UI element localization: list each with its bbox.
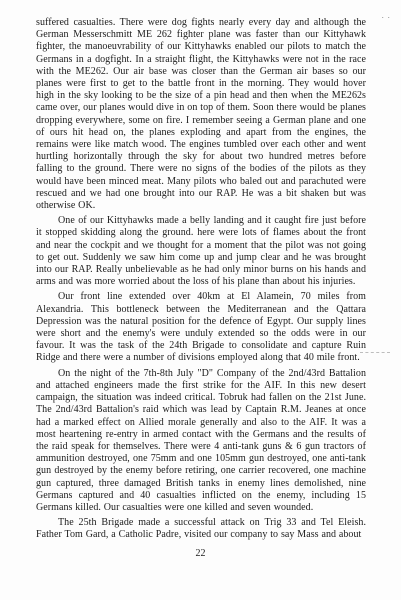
page-number: 22 — [195, 548, 206, 559]
paragraph-2: One of our Kittyhawks made a belly landing and it caught fire just before it stopped skidding along the ground. here were lots of flames about the front and near the cockpit and we thought for a moment that the pilot was not going to get out. Suddenly we saw him come up and jump clear and he was brought into our RAP. Really unbelievable as he had only minor burns on his hands and arms and was more worried about the loss of his plane than about his injuries. — [36, 215, 366, 288]
paragraph-5: The 25th Brigade made a successful attack on Trig 33 and Tel Eleish. Father Tom Gard, a Catholic Padre, visited our company to say Mass and about — [36, 517, 366, 541]
paragraph-1: suffered casualties. There were dog fights nearly every day and although the German Messerschmitt ME 262 fighter plane was faster than our Kittyhawk fighter, the manoeuvrability of our Kittyhawks enabled our pilots to match the Germans in a dogfight. In a straight flight, the Kittyhawks were not in the race with the ME262. Our air base was closer than the German air bases so our planes were first to get to the battle front in the morning. They would hover high in the sky looking to be the size of a pin head and then when the ME262s came over, our planes would dive in on top of them. Soon there would be planes dropping everywhere, some on fire. I remember seeing a German plane and one of ours hit head on, the planes exploding and apart from the engines, the remains were like match wood. The engines tumbled over each other and went hurtling horizontally through the sky for about two hundred metres before falling to the ground. There were no signs of the bodies of the pilots as they would have been minced meat. Many pilots who baled out and parachuted were rescued and we had one brought into our RAP. He was a bit shaken but was otherwise OK. — [36, 17, 366, 212]
paragraph-4: On the night of the 7th-8th July "D" Company of the 2nd/43rd Battalion and attached engineers made the first strike for the AIF. In this new desert campaign, the situation was indeed critical. Tobruk had fallen on the 21st June. The 2nd/43rd Battalion's raid which was lead by Captain R.M. Jeanes at once had a marked effect on Allied morale generally and also to the AIF. It was a most heartening re-entry in armed contact with the Germans and the results of the raid speak for themselves. There were 4 anti-tank guns & 6 gun tractors of ammunition destroyed, one 75mm and one 105mm gun destroyed, one anti-tank gun destroyed by the enemy before retiring, one carrier recovered, one machine gun captured, three damaged British tanks in enemy lines demolished, nine Germans captured and 40 casualties inflicted on the enemy, including 15 Germans killed. Our casualties were one killed and seven wounded. — [36, 367, 366, 513]
body-text — [36, 17, 366, 542]
scan-speck: · · — [381, 14, 391, 22]
paragraph-3: Our front line extended over 40km at El Alamein, 70 miles from Alexandria. This bottleneck between the Mediterranean and the Qattara Depression was the natural position for the defence of Egypt. Our supply lines were short and the enemy's were unduly extended so the odds were in our favour. It was the task of the 24th Brigade to consolidate and capture Ruin Ridge and there were a number of divisions employed along that 40 mile front. — [36, 291, 366, 364]
margin-dash-mark — [360, 352, 390, 357]
